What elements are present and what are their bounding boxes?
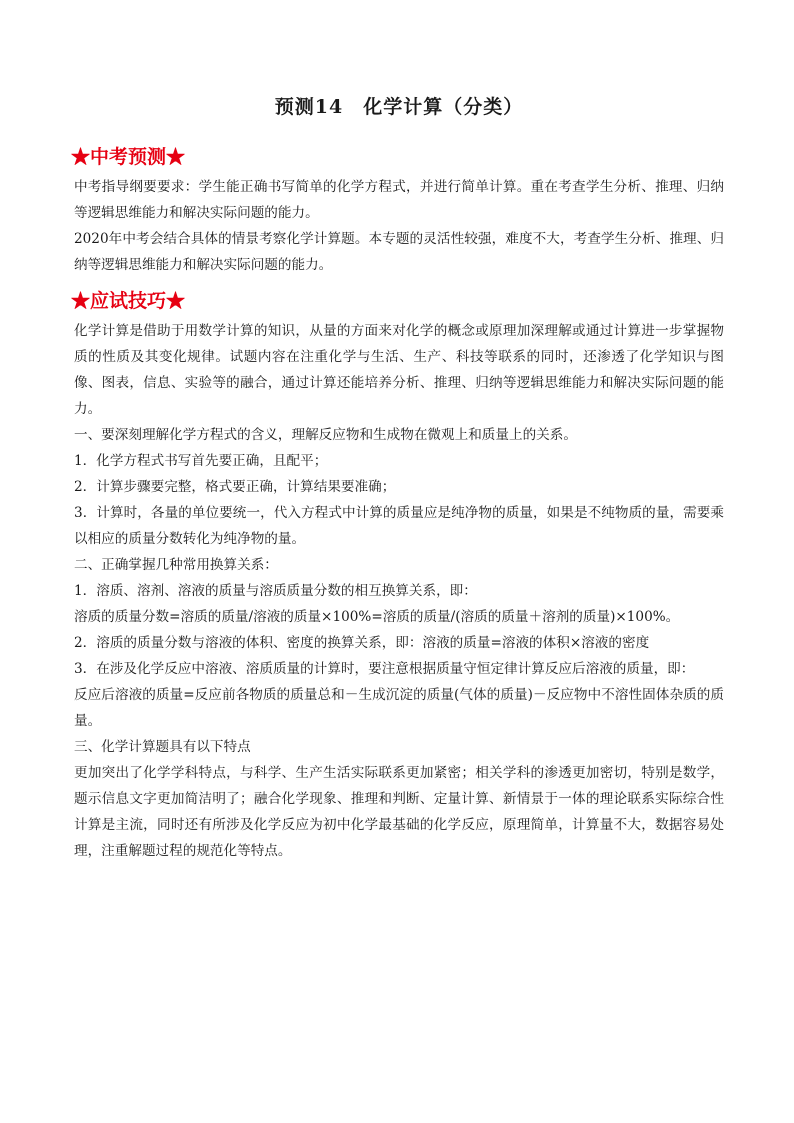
paragraph: 更加突出了化学学科特点，与科学、生产生活实际联系更加紧密；相关学科的渗透更加密切，特别是数学，题示信息文字更加简洁明了；融合化学现象、推理和判断、定量计算、新情景于一体的理论联系实际综合性计算是主流，同时还有所涉及化学反应为初中化学最基础的化学反应，原理简单，计算量不大，数据容易处理，注重解题过程的规范化等特点。 <box>74 765 724 859</box>
paragraph: 三、化学计算题具有以下特点 <box>74 739 251 755</box>
section-heading-forecast: ★中考预测★ <box>71 146 186 168</box>
paragraph: 1．化学方程式书写首先要正确，且配平； <box>74 453 328 469</box>
section-exam-skills <box>71 286 724 864</box>
section-heading-exam-skills: ★应试技巧★ <box>71 290 186 312</box>
paragraph: 化学计算是借助于用数学计算的知识，从量的方面来对化学的概念或原理加深理解或通过计算进一步掌握物质的性质及其变化规律。试题内容在注重化学与生活、生产、科技等联系的同时，还渗透了化学知识与图像、图表，信息、实验等的融合，通过计算还能培养分析、推理、归纳等逻辑思维能力和解决实际问题的能力。 <box>74 323 724 417</box>
paragraph: 溶质的质量分数=溶质的质量/溶液的质量×100%=溶质的质量/(溶质的质量＋溶剂的质量)×100%。 <box>74 609 680 625</box>
paragraph: 3．计算时，各量的单位要统一，代入方程式中计算的质量应是纯净物的质量，如果是不纯物质的量，需要乘以相应的质量分数转化为纯净物的量。 <box>74 505 724 547</box>
paragraph: 中考指导纲要要求：学生能正确书写简单的化学方程式，并进行简单计算。重在考查学生分析、推理、归纳等逻辑思维能力和解决实际问题的能力。 <box>74 179 724 221</box>
paragraph: 2．计算步骤要完整，格式要正确，计算结果要准确； <box>74 479 396 495</box>
paragraph: 1．溶质、溶剂、溶液的质量与溶质质量分数的相互换算关系，即： <box>74 583 477 599</box>
document-title: 预测14 化学计算（分类） <box>274 96 524 118</box>
paragraph: 一、要深刻理解化学方程式的含义，理解反应物和生成物在微观上和质量上的关系。 <box>74 427 577 443</box>
section-forecast <box>71 142 724 278</box>
paragraph: 反应后溶液的质量=反应前各物质的质量总和－生成沉淀的质量(气体的质量)－反应物中不溶性固体杂质的质量。 <box>74 687 724 729</box>
paragraph: 二、正确掌握几种常用换算关系： <box>74 557 278 573</box>
paragraph: 3．在涉及化学反应中溶液、溶质质量的计算时，要注意根据质量守恒定律计算反应后溶液的质量，即： <box>74 661 695 677</box>
document-page <box>71 92 724 864</box>
paragraph: 2．溶质的质量分数与溶液的体积、密度的换算关系，即：溶液的质量=溶液的体积×溶液的密度 <box>74 635 650 651</box>
paragraph: 2020年中考会结合具体的情景考察化学计算题。本专题的灵活性较强，难度不大，考查学生分析、推理、归纳等逻辑思维能力和解决实际问题的能力。 <box>74 231 724 273</box>
